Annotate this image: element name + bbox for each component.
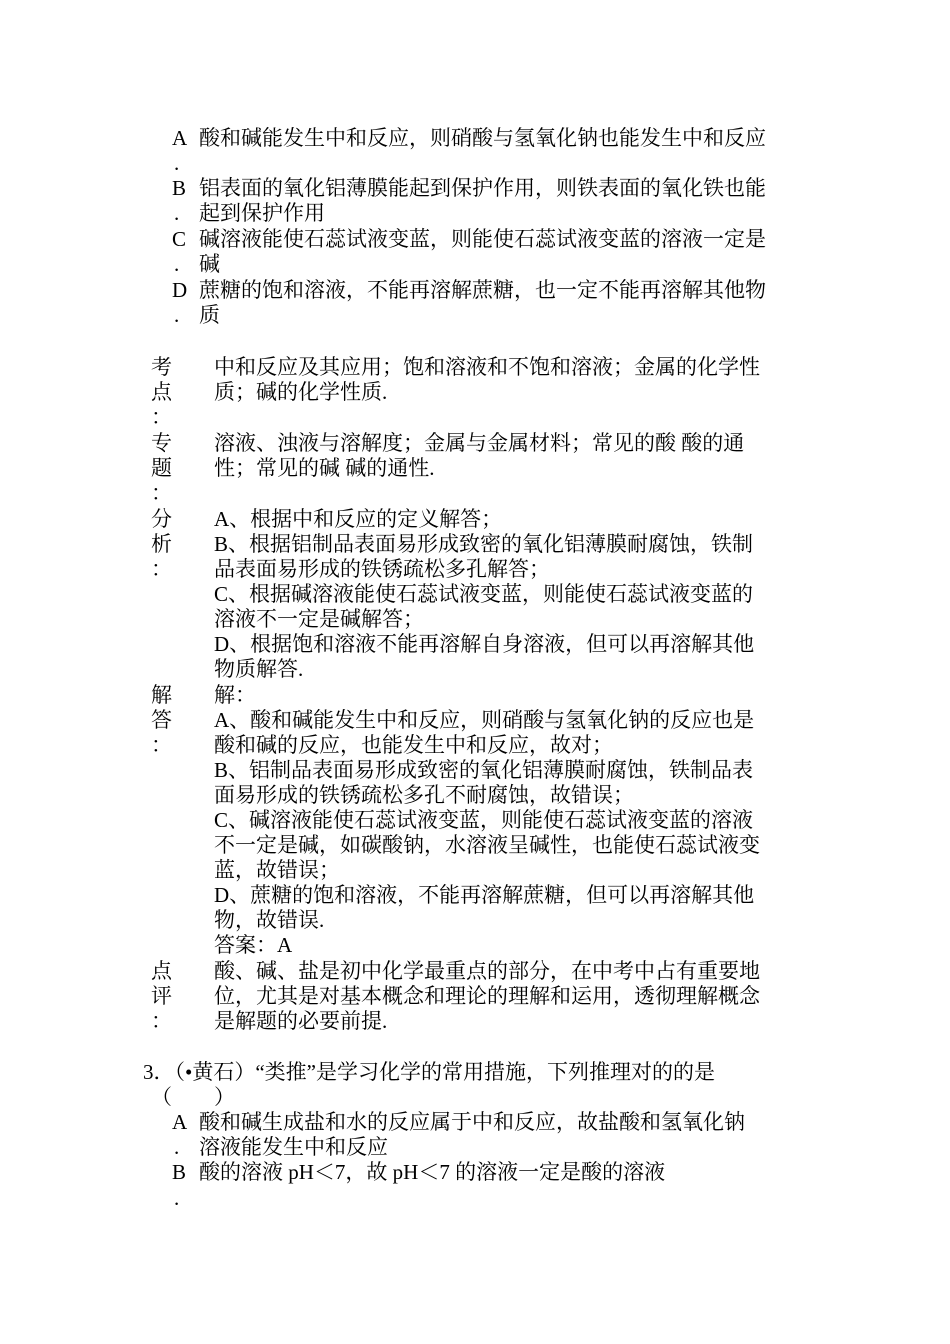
zhuanti-label-2: 题 (151, 456, 172, 480)
jieda-line-7: 不一定是碱，如碳酸钠，水溶液呈碱性，也能使石蕊试液变 (214, 833, 760, 857)
option-c-text-line2: 碱 (199, 252, 220, 276)
jieda-line-1: 解： (214, 683, 256, 707)
zhuanti-label-3: ： (151, 481, 172, 505)
jieda-line-8: 蓝，故错误； (214, 858, 340, 882)
kaodian-label-1: 考 (151, 355, 172, 379)
fenxi-line-7: 物质解答. (214, 657, 304, 681)
jieda-line-5: 面易形成的铁锈疏松多孔不耐腐蚀，故错误； (214, 783, 634, 807)
zhuanti-line-2: 性；常见的碱 碱的通性. (214, 456, 435, 480)
option-b-letter: B (172, 176, 187, 200)
jieda-line-2: A、酸和碱能发生中和反应，则硝酸与氢氧化钠的反应也是 (214, 708, 755, 732)
kaodian-line-2: 质；碱的化学性质. (214, 380, 388, 404)
zhuanti-line-1: 溶液、浊液与溶解度；金属与金属材料；常见的酸 酸的通 (214, 431, 745, 455)
jieda-line-4: B、铝制品表面易形成致密的氧化铝薄膜耐腐蚀，铁制品表 (214, 758, 754, 782)
option-a-text: 酸和碱能发生中和反应，则硝酸与氢氧化钠也能发生中和反应 (199, 126, 766, 150)
option-d-dot: . (174, 303, 180, 327)
fenxi-line-4: C、根据碱溶液能使石蕊试液变蓝，则能使石蕊试液变蓝的 (214, 582, 754, 606)
jieda-answer: 答案：A (214, 933, 293, 957)
option-a-letter: A (172, 126, 188, 150)
fenxi-line-2: B、根据铝制品表面易形成致密的氧化铝薄膜耐腐蚀，铁制 (214, 532, 754, 556)
q3-option-a-dot: . (174, 1135, 180, 1159)
jieda-label-3: ： (151, 733, 172, 757)
option-b-dot: . (174, 201, 180, 225)
q3-option-a-text-line2: 溶液能发生中和反应 (199, 1135, 388, 1159)
dianping-line-1: 酸、碱、盐是初中化学最重点的部分，在中考中占有重要地 (214, 959, 760, 983)
option-d-text-line1: 蔗糖的饱和溶液，不能再溶解蔗糖，也一定不能再溶解其他物 (199, 278, 766, 302)
fenxi-line-6: D、根据饱和溶液不能再溶解自身溶液，但可以再溶解其他 (214, 632, 755, 656)
question-3-stem-line2: （ ） (151, 1085, 235, 1109)
dianping-line-2: 位，尤其是对基本概念和理论的理解和运用，透彻理解概念 (214, 984, 760, 1008)
fenxi-line-3: 品表面易形成的铁锈疏松多孔解答； (214, 557, 550, 581)
jieda-line-10: 物，故错误. (214, 908, 325, 932)
fenxi-line-1: A、根据中和反应的定义解答； (214, 507, 503, 531)
q3-option-a-letter: A (172, 1110, 188, 1134)
option-d-letter: D (172, 278, 188, 302)
jieda-label-1: 解 (151, 683, 172, 707)
kaodian-label-2: 点 (151, 380, 172, 404)
jieda-line-6: C、碱溶液能使石蕊试液变蓝，则能使石蕊试液变蓝的溶液 (214, 808, 754, 832)
jieda-line-9: D、蔗糖的饱和溶液，不能再溶解蔗糖，但可以再溶解其他 (214, 883, 755, 907)
option-c-text-line1: 碱溶液能使石蕊试液变蓝，则能使石蕊试液变蓝的溶液一定是 (199, 227, 766, 251)
dianping-label-3: ： (151, 1009, 172, 1033)
kaodian-line-1: 中和反应及其应用；饱和溶液和不饱和溶液；金属的化学性 (214, 355, 760, 379)
option-a-dot: . (174, 151, 180, 175)
q3-option-b-text: 酸的溶液 pH＜7，故 pH＜7 的溶液一定是酸的溶液 (199, 1160, 666, 1184)
option-c-letter: C (172, 227, 187, 251)
q3-option-a-text-line1: 酸和碱生成盐和水的反应属于中和反应，故盐酸和氢氧化钠 (199, 1110, 745, 1134)
option-b-text-line1: 铝表面的氧化铝薄膜能起到保护作用，则铁表面的氧化铁也能 (199, 176, 766, 200)
option-c-dot: . (174, 252, 180, 276)
kaodian-label-3: ： (151, 405, 172, 429)
dianping-label-1: 点 (151, 959, 172, 983)
fenxi-label-1: 分 (151, 507, 172, 531)
fenxi-label-2: 析 (151, 532, 172, 556)
q3-option-b-letter: B (172, 1160, 187, 1184)
option-b-text-line2: 起到保护作用 (199, 201, 325, 225)
zhuanti-label-1: 专 (151, 431, 172, 455)
q3-option-b-dot: . (174, 1186, 180, 1210)
jieda-label-2: 答 (151, 708, 172, 732)
dianping-line-3: 是解题的必要前提. (214, 1009, 388, 1033)
jieda-line-3: 酸和碱的反应，也能发生中和反应，故对； (214, 733, 613, 757)
option-d-text-line2: 质 (199, 303, 220, 327)
question-3-stem-line1: 3．（•黄石）“类推”是学习化学的常用措施，下列推理对的的是 (143, 1060, 715, 1084)
fenxi-line-5: 溶液不一定是碱解答； (214, 607, 424, 631)
fenxi-label-3: ： (151, 557, 172, 581)
dianping-label-2: 评 (151, 984, 172, 1008)
